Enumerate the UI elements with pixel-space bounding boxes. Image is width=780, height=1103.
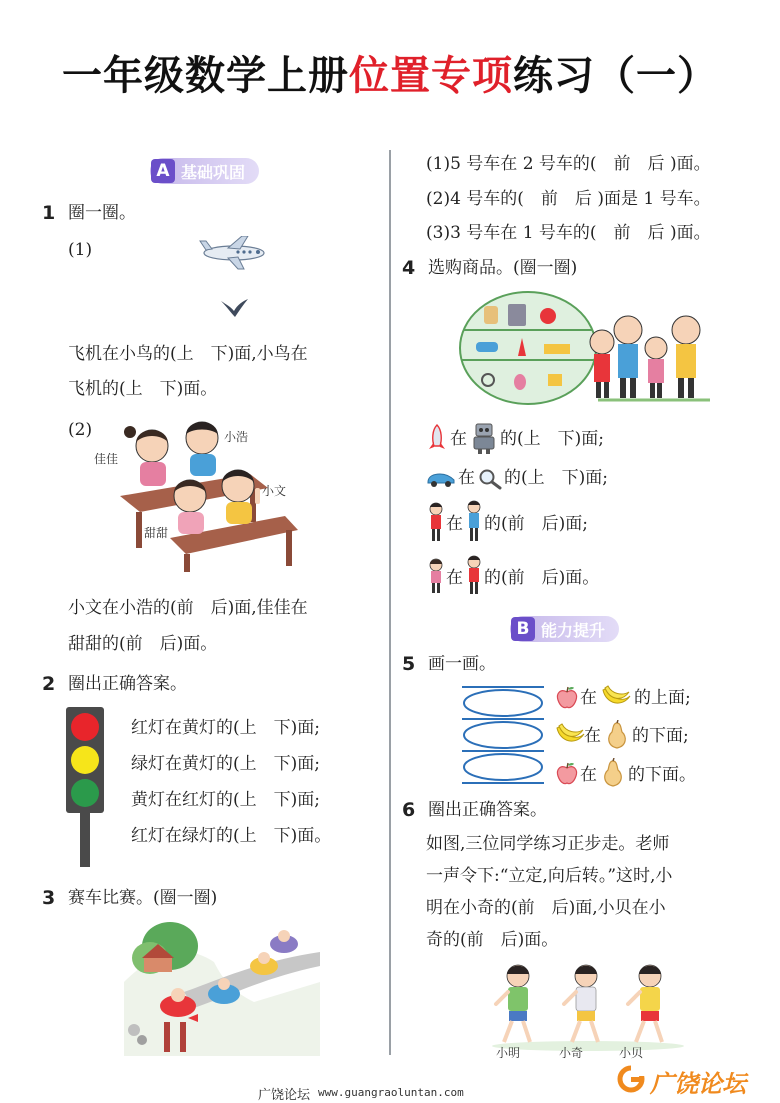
- q1-sub1-label: (1): [68, 240, 93, 260]
- page-title: [0, 44, 780, 101]
- shelf-drawing: [460, 684, 546, 788]
- q4-row3-tail: 的(前 后)面;: [484, 514, 588, 534]
- q3-number: 3: [42, 887, 56, 909]
- q2-line-3: 黄灯在红灯的(上 下)面;: [131, 790, 320, 810]
- label-tiantian: 甜甜: [144, 526, 169, 540]
- section-b-letter: B: [511, 617, 535, 641]
- traffic-light-pole: [80, 813, 90, 867]
- section-b-badge: [510, 616, 619, 642]
- q4-row4-tail: 的(前 后)面。: [484, 568, 600, 588]
- q3-line-3: (3)3 号车在 1 号车的( 前 后 )面。: [426, 223, 711, 243]
- q4-row3-zai: 在: [446, 514, 463, 534]
- q5-row1-zai: 在: [580, 688, 597, 708]
- q1-number: 1: [42, 202, 56, 224]
- q4-row2-tail: 的(上 下)面;: [504, 468, 608, 488]
- label-xiaobei: 小贝: [619, 1046, 644, 1060]
- q1-sub2-line1: 小文在小浩的(前 后)面,佳佳在: [68, 598, 308, 618]
- footer-logo-text: 广饶论坛: [650, 1070, 746, 1098]
- q5-number: 5: [402, 653, 416, 675]
- q1-prompt: 圈一圈。: [68, 203, 136, 223]
- q5-row2-zai: 在: [584, 726, 601, 746]
- label-xiaoming: 小明: [496, 1046, 521, 1060]
- q2-line-2: 绿灯在黄灯的(上 下)面;: [131, 754, 320, 774]
- q4-row4-zai: 在: [446, 568, 463, 588]
- marching-illustration: [490, 962, 686, 1052]
- magnifier-icon: [478, 468, 502, 490]
- site-logo-icon: [616, 1064, 646, 1094]
- banana-2-icon: [554, 722, 586, 748]
- q2-line-4: 红灯在绿灯的(上 下)面。: [131, 826, 332, 846]
- q6-prompt: 圈出正确答案。: [428, 800, 547, 820]
- car-icon: [426, 470, 456, 488]
- q4-number: 4: [402, 257, 416, 279]
- boy-red-2-icon: [466, 555, 482, 595]
- q6-line-3: 明在小奇的(前 后)面,小贝在小: [426, 898, 666, 918]
- q5-prompt: 画一画。: [428, 654, 496, 674]
- title-part3: 练习（一）: [513, 53, 718, 99]
- robot-icon: [470, 422, 498, 454]
- q6-line-2: 一声令下:“立定,向后转。”这时,小: [426, 866, 673, 886]
- q1-sub2-label: (2): [68, 420, 93, 440]
- q1-sub2-line2: 甜甜的(前 后)面。: [68, 634, 218, 654]
- shop-illustration: [458, 290, 710, 410]
- footer-site-name: 广饶论坛: [258, 1088, 311, 1103]
- green-light-icon: [71, 779, 99, 807]
- boy-red-icon: [428, 502, 444, 542]
- section-a-badge: [150, 158, 259, 184]
- q5-row3-zai: 在: [580, 765, 597, 785]
- rocket-icon: [426, 424, 448, 452]
- q4-row1-tail: 的(上 下)面;: [500, 429, 604, 449]
- label-jiajia: 佳佳: [94, 452, 119, 466]
- boy-blue-icon: [466, 500, 482, 542]
- q6-number: 6: [402, 799, 416, 821]
- bird-icon: [219, 297, 249, 319]
- banana-icon: [600, 684, 632, 710]
- apple-2-icon: [556, 762, 578, 786]
- q4-row2-zai: 在: [458, 468, 475, 488]
- q6-line-1: 如图,三位同学练习正步走。老师: [426, 834, 670, 854]
- q5-row2-tail: 的下面;: [632, 726, 689, 746]
- q1-sub1-line2: 飞机的(上 下)面。: [68, 379, 218, 399]
- yellow-light-icon: [71, 746, 99, 774]
- q4-row1-zai: 在: [450, 429, 467, 449]
- red-light-icon: [71, 713, 99, 741]
- q1-sub1-line1: 飞机在小鸟的(上 下)面,小鸟在: [68, 344, 308, 364]
- q3-prompt: 赛车比赛。(圈一圈): [68, 888, 218, 908]
- label-xiaoqi: 小奇: [559, 1046, 584, 1060]
- label-xiaowen: 小文: [262, 484, 287, 498]
- q2-line-1: 红灯在黄灯的(上 下)面;: [131, 718, 320, 738]
- section-a-letter: A: [151, 159, 175, 183]
- section-a-label: 基础巩固: [181, 162, 246, 182]
- q3-line-1: (1)5 号车在 2 号车的( 前 后 )面。: [426, 154, 711, 174]
- pear-icon: [604, 720, 630, 750]
- title-highlight: 位置专项: [349, 53, 513, 99]
- q6-line-4: 奇的(前 后)面。: [426, 930, 559, 950]
- girl-pink-icon: [428, 558, 444, 594]
- pear-2-icon: [600, 758, 626, 788]
- q2-prompt: 圈出正确答案。: [68, 674, 187, 694]
- q3-line-2: (2)4 号车的( 前 后 )面是 1 号车。: [426, 189, 711, 209]
- q2-number: 2: [42, 673, 56, 695]
- q4-prompt: 选购商品。(圈一圈): [428, 258, 578, 278]
- footer-url[interactable]: www.guangraoluntan.com: [318, 1086, 464, 1099]
- column-divider: [389, 150, 391, 1055]
- apple-icon: [556, 686, 578, 710]
- q5-row3-tail: 的下面。: [628, 765, 696, 785]
- title-part1: 一年级数学上册: [62, 53, 349, 99]
- q5-row1-tail: 的上面;: [634, 688, 691, 708]
- airplane-icon: [198, 236, 268, 270]
- label-xiaohao: 小浩: [224, 430, 249, 444]
- section-b-label: 能力提升: [541, 620, 606, 640]
- race-illustration: [124, 922, 320, 1056]
